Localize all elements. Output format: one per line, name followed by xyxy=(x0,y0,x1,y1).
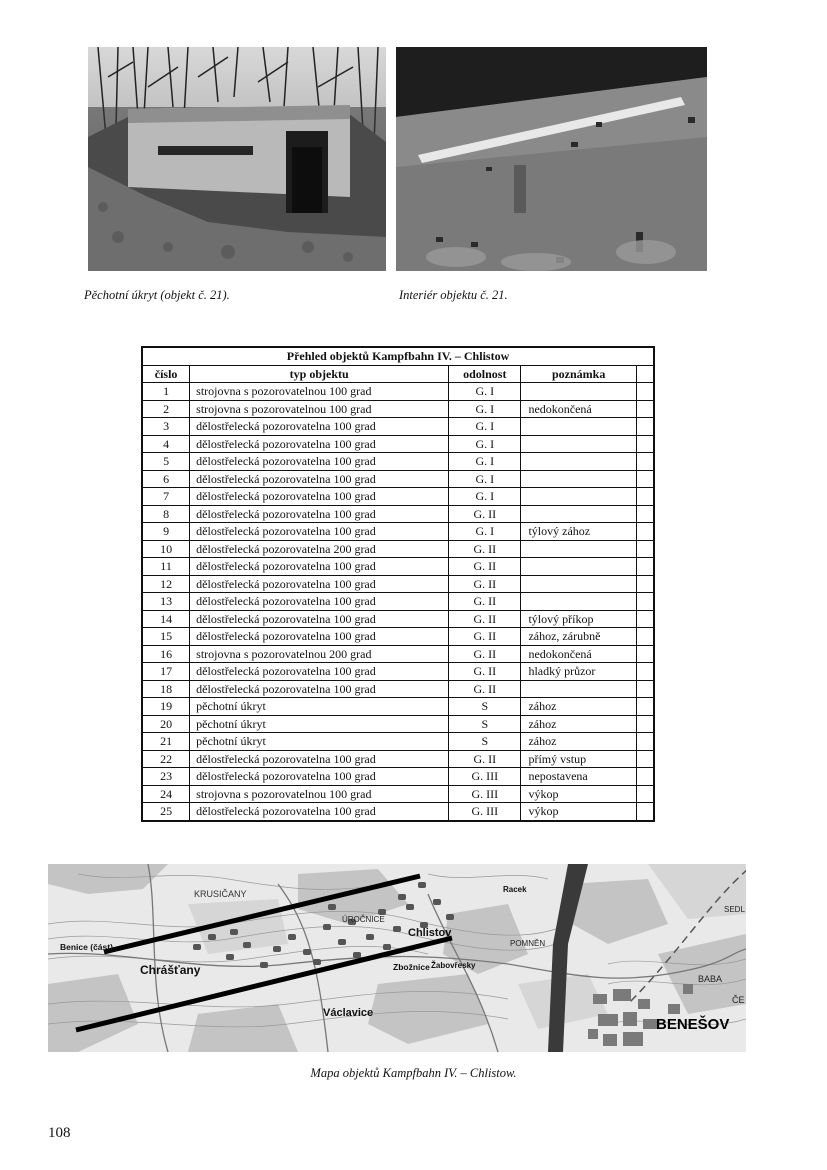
row-note xyxy=(521,488,636,506)
row-resistance: G. II xyxy=(449,505,521,523)
row-empty-cell xyxy=(636,435,654,453)
table-row xyxy=(142,558,654,576)
row-resistance: G. I xyxy=(449,523,521,541)
table-title: Přehled objektů Kampfbahn IV. – Chlistow xyxy=(142,347,654,365)
row-empty-cell xyxy=(636,523,654,541)
map-label-zboznice: Zbožnice xyxy=(393,962,430,972)
row-note: zához xyxy=(521,733,636,751)
row-empty-cell xyxy=(636,558,654,576)
row-number: 22 xyxy=(142,750,190,768)
row-resistance: S xyxy=(449,733,521,751)
row-number: 12 xyxy=(142,575,190,593)
row-number: 25 xyxy=(142,803,190,821)
table-row xyxy=(142,418,654,436)
row-empty-cell xyxy=(636,610,654,628)
row-number: 1 xyxy=(142,383,190,401)
row-number: 2 xyxy=(142,400,190,418)
table-row xyxy=(142,383,654,401)
photo-infantry-shelter xyxy=(88,47,386,271)
row-type: strojovna s pozorovatelnou 200 grad xyxy=(190,645,449,663)
map-kampfbahn xyxy=(48,864,746,1052)
row-number: 4 xyxy=(142,435,190,453)
table-row xyxy=(142,663,654,681)
row-resistance: G. II xyxy=(449,575,521,593)
row-note: zához xyxy=(521,698,636,716)
row-note: nedokončená xyxy=(521,400,636,418)
row-empty-cell xyxy=(636,488,654,506)
photo-caption-shelter: Pěchotní úkryt (objekt č. 21). xyxy=(84,288,230,302)
row-note xyxy=(521,418,636,436)
table-row xyxy=(142,470,654,488)
row-type: dělostřelecká pozorovatelna 100 grad xyxy=(190,750,449,768)
row-type: dělostřelecká pozorovatelna 100 grad xyxy=(190,575,449,593)
row-empty-cell xyxy=(636,575,654,593)
row-note xyxy=(521,470,636,488)
row-resistance: G. II xyxy=(449,645,521,663)
row-type: dělostřelecká pozorovatelna 100 grad xyxy=(190,680,449,698)
table-row xyxy=(142,698,654,716)
row-number: 20 xyxy=(142,715,190,733)
page-number: 108 xyxy=(48,1125,71,1141)
row-empty-cell xyxy=(636,715,654,733)
row-note xyxy=(521,680,636,698)
row-type: pěchotní úkryt xyxy=(190,698,449,716)
map-label-chlistov: Chlistov xyxy=(408,927,452,939)
row-empty-cell xyxy=(636,785,654,803)
row-note: přímý vstup xyxy=(521,750,636,768)
row-number: 11 xyxy=(142,558,190,576)
row-type: dělostřelecká pozorovatelna 100 grad xyxy=(190,768,449,786)
row-empty-cell xyxy=(636,628,654,646)
row-resistance: G. II xyxy=(449,558,521,576)
row-resistance: G. I xyxy=(449,453,521,471)
map-image xyxy=(48,864,746,1052)
row-empty-cell xyxy=(636,680,654,698)
row-note: zához xyxy=(521,715,636,733)
column-header-note: poznámka xyxy=(521,365,636,383)
row-note xyxy=(521,540,636,558)
photo-infantry-shelter-image xyxy=(88,47,386,271)
row-resistance: G. III xyxy=(449,803,521,821)
row-type: dělostřelecká pozorovatelna 200 grad xyxy=(190,540,449,558)
row-resistance: G. II xyxy=(449,680,521,698)
row-type: dělostřelecká pozorovatelna 100 grad xyxy=(190,435,449,453)
table-row xyxy=(142,400,654,418)
row-note: výkop xyxy=(521,803,636,821)
map-label-zabovresky: Žabovřesky xyxy=(431,961,476,970)
row-resistance: G. II xyxy=(449,750,521,768)
row-type: dělostřelecká pozorovatelna 100 grad xyxy=(190,488,449,506)
row-note xyxy=(521,383,636,401)
photo-shelter-interior-image xyxy=(396,47,707,271)
row-resistance: G. I xyxy=(449,488,521,506)
table-row xyxy=(142,505,654,523)
row-empty-cell xyxy=(636,645,654,663)
row-number: 17 xyxy=(142,663,190,681)
row-number: 19 xyxy=(142,698,190,716)
map-label-pomnenice: POMNĚN xyxy=(510,939,546,948)
column-header-number: číslo xyxy=(142,365,190,383)
table-row xyxy=(142,488,654,506)
row-resistance: G. I xyxy=(449,435,521,453)
row-empty-cell xyxy=(636,470,654,488)
row-note xyxy=(521,575,636,593)
map-label-benesov: BENEŠOV xyxy=(656,1016,730,1033)
table-row xyxy=(142,628,654,646)
row-number: 16 xyxy=(142,645,190,663)
row-note: hladký průzor xyxy=(521,663,636,681)
row-resistance: G. II xyxy=(449,593,521,611)
table-row xyxy=(142,575,654,593)
row-note: nepostavena xyxy=(521,768,636,786)
row-number: 5 xyxy=(142,453,190,471)
row-empty-cell xyxy=(636,540,654,558)
row-number: 7 xyxy=(142,488,190,506)
map-label-racek: Racek xyxy=(503,885,527,894)
row-number: 10 xyxy=(142,540,190,558)
map-label-benice: Benice (část) xyxy=(60,942,113,952)
column-header-type: typ objektu xyxy=(190,365,449,383)
table-row xyxy=(142,540,654,558)
table-row xyxy=(142,750,654,768)
row-type: pěchotní úkryt xyxy=(190,733,449,751)
row-resistance: G. I xyxy=(449,418,521,436)
map-label-baba: BABA xyxy=(698,974,723,984)
row-resistance: G. II xyxy=(449,610,521,628)
row-empty-cell xyxy=(636,505,654,523)
row-number: 23 xyxy=(142,768,190,786)
row-number: 9 xyxy=(142,523,190,541)
row-type: dělostřelecká pozorovatelna 100 grad xyxy=(190,558,449,576)
row-number: 6 xyxy=(142,470,190,488)
row-note xyxy=(521,505,636,523)
row-note xyxy=(521,435,636,453)
row-type: dělostřelecká pozorovatelna 100 grad xyxy=(190,593,449,611)
row-number: 13 xyxy=(142,593,190,611)
row-type: dělostřelecká pozorovatelna 100 grad xyxy=(190,505,449,523)
table-row xyxy=(142,768,654,786)
row-number: 18 xyxy=(142,680,190,698)
table-row xyxy=(142,435,654,453)
row-empty-cell xyxy=(636,663,654,681)
row-empty-cell xyxy=(636,768,654,786)
row-note xyxy=(521,558,636,576)
column-header-resistance: odolnost xyxy=(449,365,521,383)
map-label-urocnice: ÚROČNICE xyxy=(342,915,385,924)
row-resistance: S xyxy=(449,698,521,716)
row-type: dělostřelecká pozorovatelna 100 grad xyxy=(190,523,449,541)
row-note xyxy=(521,593,636,611)
row-type: pěchotní úkryt xyxy=(190,715,449,733)
row-empty-cell xyxy=(636,750,654,768)
row-type: dělostřelecká pozorovatelna 100 grad xyxy=(190,663,449,681)
table-row xyxy=(142,715,654,733)
map-caption: Mapa objektů Kampfbahn IV. – Chlistow. xyxy=(310,1066,517,1080)
row-type: dělostřelecká pozorovatelna 100 grad xyxy=(190,470,449,488)
table-row xyxy=(142,803,654,821)
table-row xyxy=(142,733,654,751)
row-resistance: G. II xyxy=(449,663,521,681)
map-label-krusicany: KRUSIČANY xyxy=(194,889,247,899)
table-row xyxy=(142,523,654,541)
table-row xyxy=(142,680,654,698)
row-note: týlový příkop xyxy=(521,610,636,628)
row-empty-cell xyxy=(636,733,654,751)
row-number: 15 xyxy=(142,628,190,646)
row-empty-cell xyxy=(636,698,654,716)
row-note: nedokončená xyxy=(521,645,636,663)
row-number: 14 xyxy=(142,610,190,628)
map-label-vaclavice: Václavice xyxy=(323,1007,374,1019)
row-type: strojovna s pozorovatelnou 100 grad xyxy=(190,400,449,418)
row-resistance: G. I xyxy=(449,400,521,418)
row-type: dělostřelecká pozorovatelna 100 grad xyxy=(190,418,449,436)
objects-table xyxy=(141,346,655,822)
table-row xyxy=(142,610,654,628)
row-resistance: G. III xyxy=(449,785,521,803)
table-row xyxy=(142,645,654,663)
map-label-ce: ČE xyxy=(732,995,745,1005)
row-type: strojovna s pozorovatelnou 100 grad xyxy=(190,785,449,803)
row-empty-cell xyxy=(636,803,654,821)
row-type: dělostřelecká pozorovatelna 100 grad xyxy=(190,453,449,471)
map-label-sedlec: SEDL xyxy=(724,905,745,914)
row-note: týlový zához xyxy=(521,523,636,541)
row-number: 21 xyxy=(142,733,190,751)
row-number: 24 xyxy=(142,785,190,803)
row-resistance: G. I xyxy=(449,383,521,401)
table-body xyxy=(142,383,654,821)
row-note: výkop xyxy=(521,785,636,803)
row-resistance: G. II xyxy=(449,628,521,646)
row-resistance: G. III xyxy=(449,768,521,786)
row-type: dělostřelecká pozorovatelna 100 grad xyxy=(190,628,449,646)
row-empty-cell xyxy=(636,418,654,436)
row-type: dělostřelecká pozorovatelna 100 grad xyxy=(190,803,449,821)
row-number: 8 xyxy=(142,505,190,523)
row-empty-cell xyxy=(636,453,654,471)
row-number: 3 xyxy=(142,418,190,436)
row-resistance: G. I xyxy=(449,470,521,488)
column-header-empty xyxy=(636,365,654,383)
row-resistance: S xyxy=(449,715,521,733)
row-type: strojovna s pozorovatelnou 100 grad xyxy=(190,383,449,401)
table-row xyxy=(142,785,654,803)
row-type: dělostřelecká pozorovatelna 100 grad xyxy=(190,610,449,628)
row-resistance: G. II xyxy=(449,540,521,558)
row-note xyxy=(521,453,636,471)
table-row xyxy=(142,593,654,611)
map-label-chrastany: Chrášťany xyxy=(140,963,201,977)
photo-caption-interior: Interiér objektu č. 21. xyxy=(399,288,508,302)
row-empty-cell xyxy=(636,400,654,418)
table-row xyxy=(142,453,654,471)
row-empty-cell xyxy=(636,593,654,611)
photo-shelter-interior xyxy=(396,47,707,271)
row-note: zához, zárubně xyxy=(521,628,636,646)
row-empty-cell xyxy=(636,383,654,401)
